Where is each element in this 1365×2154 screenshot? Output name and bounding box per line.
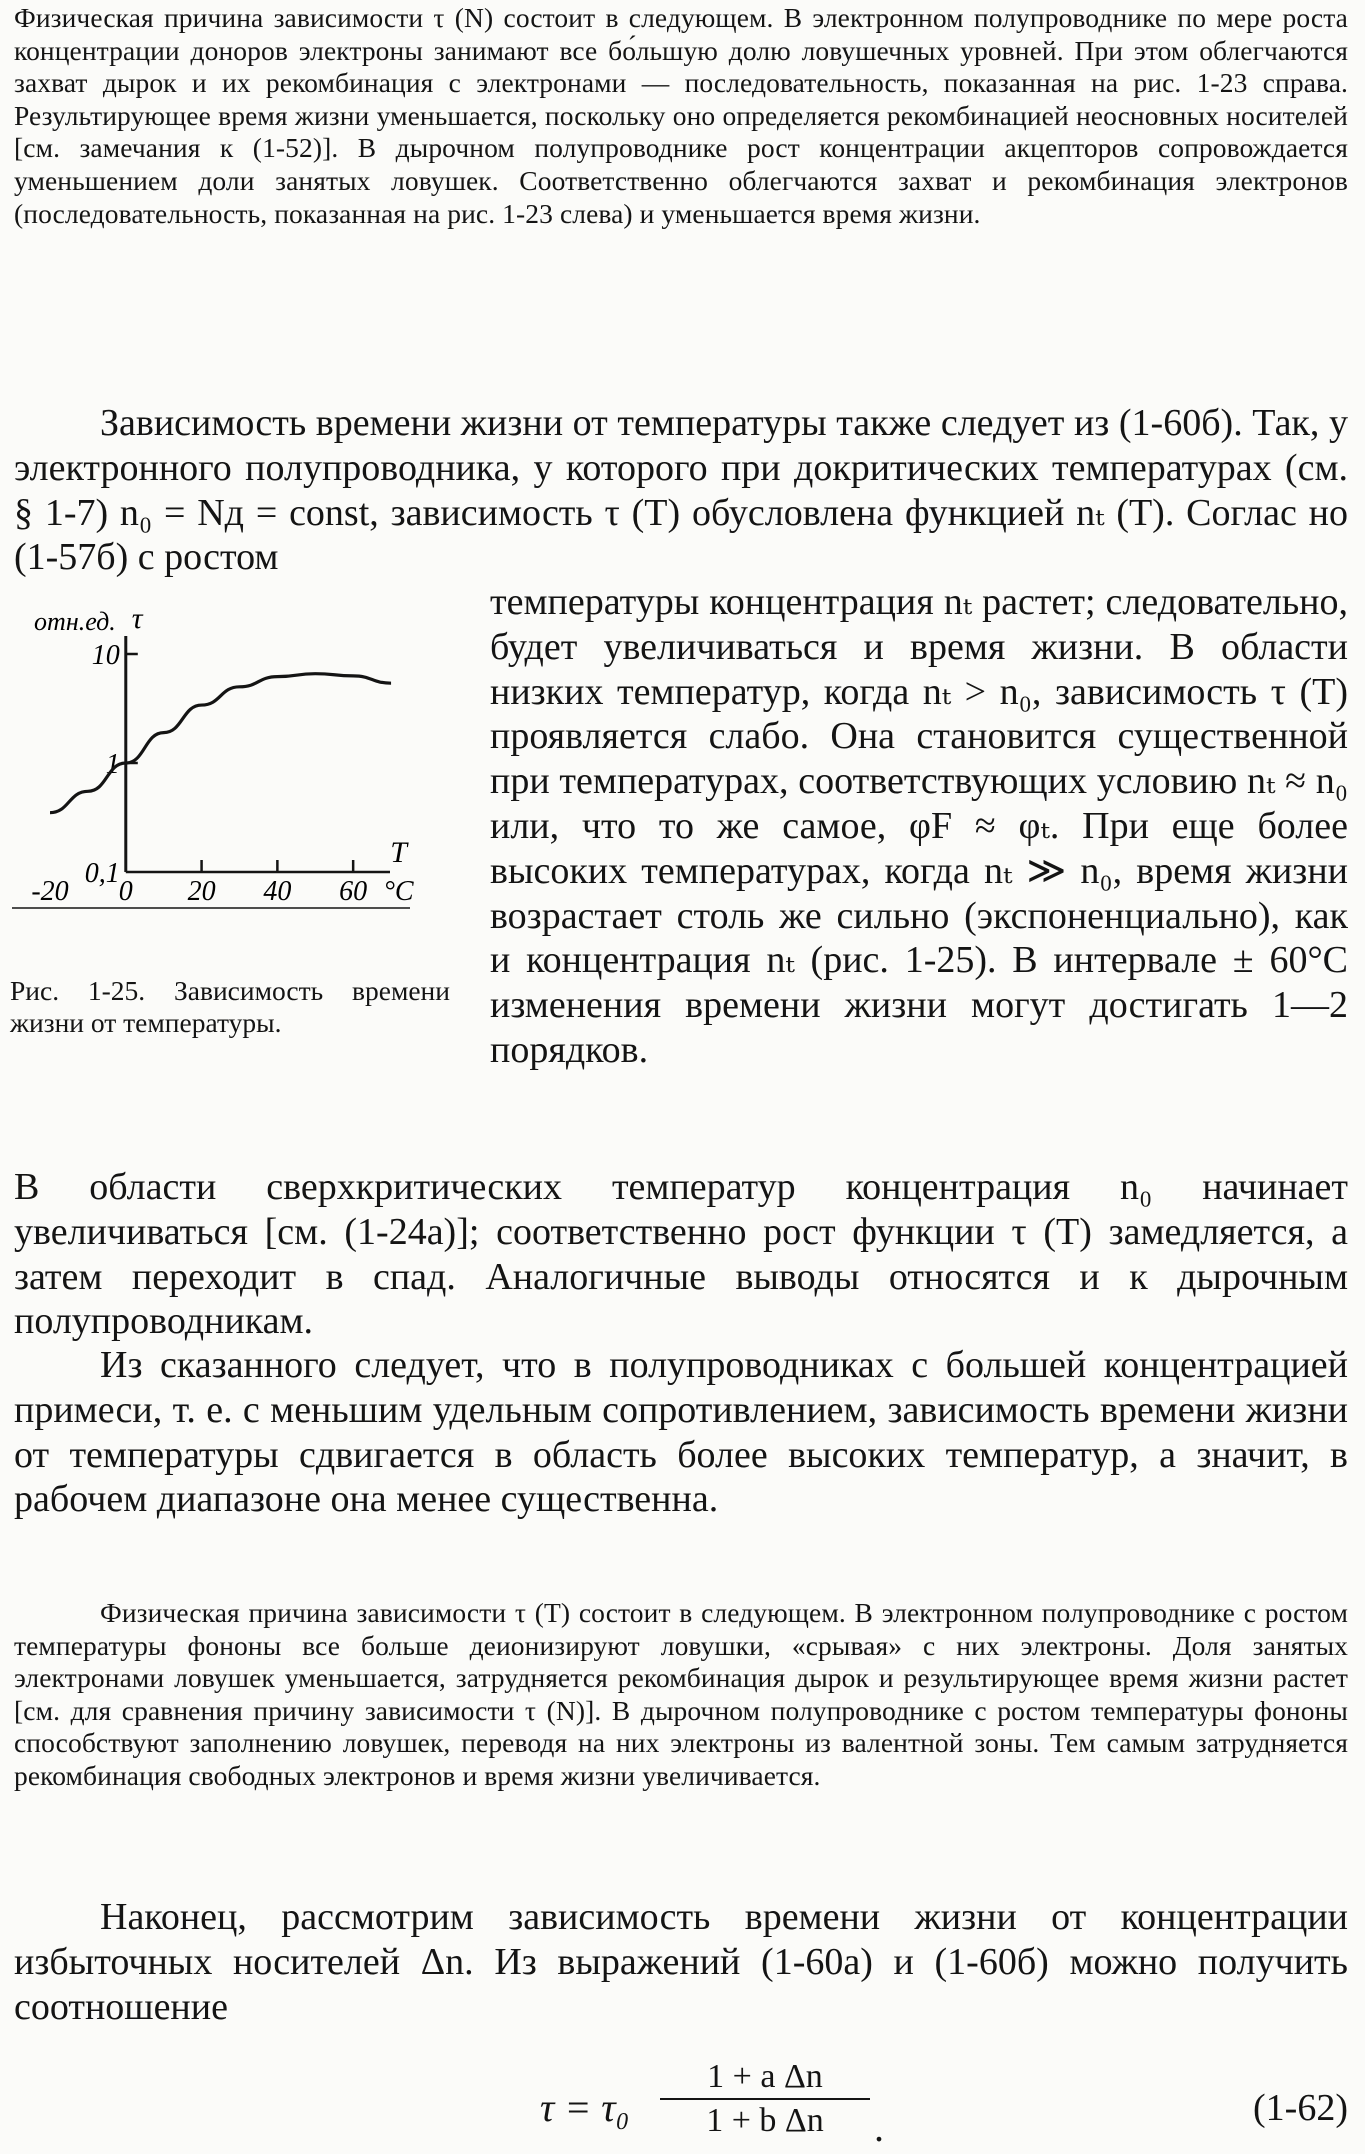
x-tick-label: 60 [339,876,368,907]
series-curve [50,674,391,813]
x-tick-label: -20 [31,876,69,907]
x-unit-label: °C [383,876,414,907]
y-axis-label: τ [131,602,143,635]
paragraph-tau-n-explanation: Физическая причина зависимости τ (N) состоит в следующем. В электронном полупроводнике по мере роста концентрации доноров электроны занимают все бо́льшую долю ловушечных уровней. При этом облегчаются захват дырок и их рекомбинация с электронами — последовательность, показанная на рис. 1-23 справа. Результирующее время жизни уменьшается, поскольку оно определяется рекомбинацией неосновных носителей [см. замечания к (1-52)]. В дырочном полупроводнике рост концентрации акцепторов сопровождается уменьшением доли занятых ловушек. Соответственно облегчаются захват и рекомбинация электронов (последовательность, показанная на рис. 1-23 слева) и уменьшается время жизни. [14,2,1348,229]
paragraph-excess-carriers: Наконец, рассмотрим зависимость времени жизни от концентрации избыточных носителей Δn. Из выражений (1-60а) и (1-60б) можно получить соотношение [14,1896,1348,2028]
y-unit-label: отн.ед. [34,607,116,636]
paragraph-temperature-wrap: температуры концентрация nₜ растет; следовательно, будет увеличиваться и время жизни. В области низких температур, когда nₜ > n₀, зависимость τ (T) проявляется слабо. Она становится существенной при температурах, соответствующих условию nₜ ≈ n₀ или, что то же самое, φF ≈ φₜ. При еще более высоких температурах, когда nₜ ≫ n₀, время жизни возрастает столь же сильно (экспоненциально), как и концентрация nₜ (рис. 1-25). В интервале ± 60°C изменения времени жизни могут достигать 1—2 порядков. [490,581,1348,1071]
paragraph-temperature-intro: Зависимость времени жизни от температуры также следует из (1-60б). Так, у электронного полупроводника, у которого при докритических температурах (см. § 1-7) n₀ = Nд = const, зависимость τ (T) обусловлена функцией nₜ (T). Соглас но (1-57б) с ростом [14,402,1348,579]
equation-number: (1-62) [1253,2087,1348,2129]
y-tick-label: 10 [91,640,120,671]
x-tick-label: 20 [187,876,216,907]
x-tick-label: 0 [118,876,133,907]
paragraph-tau-t-explanation: Физическая причина зависимости τ (T) состоит в следующем. В электронном полупроводнике с ростом температуры фононы все больше деионизируют ловушки, «срывая» с них электроны. Доля занятых электронами ловушек уменьшается, затрудняется рекомбинация дырок и результирующее время жизни растет [см. для сравнения причину зависимости τ (N)]. В дырочном полупроводнике с ростом температуры фононы способствуют заполнению ловушек, переводя на них электроны из валентной зоны. Тем самым затрудняется рекомбинация свободных электронов и время жизни увеличивается. [14,1597,1348,1791]
figure-caption: Рис. 1-25. Зависимость времени жизни от температуры. [10,975,450,1038]
y-tick-label: 1 [105,749,120,780]
formula-lhs: τ = τ₀ [540,2085,630,2130]
formula-fraction [660,2056,870,2142]
paragraph-conclusion: Из сказанного следует, что в полупроводниках с большей концентрацией примеси, т. е. с меньшим удельным сопротивлением, зависимость времени жизни от температуры сдвигается в область более высоких температур, а значит, в рабочем диапазоне она менее существенна. [14,1344,1348,1521]
y-tick-label: 0,1 [84,858,120,889]
chart-lifetime-vs-temperature [10,596,450,946]
formula-1-62 [540,2056,1348,2152]
x-axis-label: T [390,836,407,869]
paragraph-temperature-rest: В области сверхкритических температур концентрация n₀ начинает увеличиваться [см. (1-24а)]; соответственно рост функции τ (T) замедляется, а затем переходит в спад. Аналогичные выводы относятся и к дырочным полупроводникам. [14,1166,1348,1343]
formula-denominator: 1 + b Δn [706,2102,824,2139]
figure-1-25 [10,596,450,946]
x-tick-label: 40 [263,876,292,907]
formula-punctuation: . [874,2105,884,2150]
formula-numerator: 1 + a Δn [660,2056,870,2100]
